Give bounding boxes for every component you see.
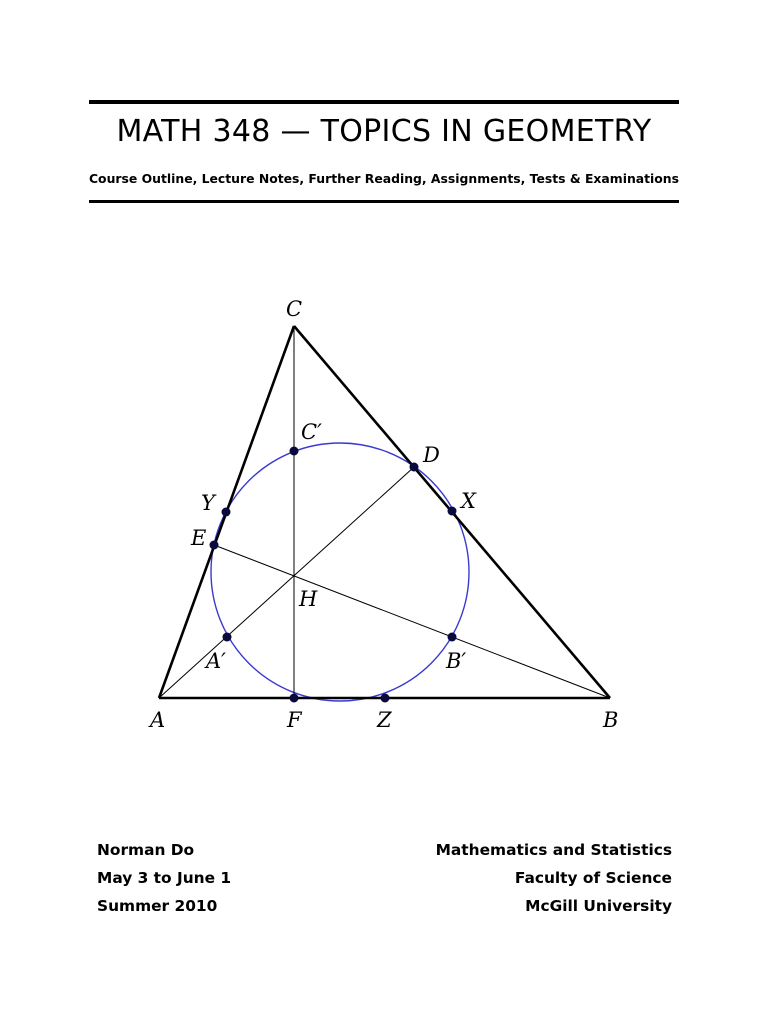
label-b: B: [603, 708, 619, 732]
university-name: McGill University: [525, 897, 672, 915]
point-c-prime: [290, 447, 299, 456]
course-term: Summer 2010: [97, 897, 218, 915]
page-title: MATH 348 — TOPICS IN GEOMETRY: [116, 114, 652, 149]
point-e: [210, 541, 219, 550]
point-z: [381, 694, 390, 703]
author-block: [97, 836, 231, 920]
label-z: Z: [377, 708, 392, 732]
course-dates: May 3 to June 1: [97, 869, 232, 887]
nine-point-circle: [211, 443, 469, 701]
point-y: [222, 508, 231, 517]
point-b-prime: [448, 633, 457, 642]
label-c: C: [286, 297, 303, 321]
page-subtitle: Course Outline, Lecture Notes, Further Reading, Assignments, Tests & Examinations: [88, 171, 680, 186]
label-d: D: [423, 443, 440, 467]
point-a-prime: [223, 633, 232, 642]
label-h: H: [299, 587, 318, 611]
altitude-be: [214, 545, 610, 698]
altitude-ad: [159, 467, 414, 698]
department-name: Mathematics and Statistics: [435, 841, 672, 859]
point-x: [448, 507, 457, 516]
label-b-prime: B′: [446, 649, 467, 673]
label-y: Y: [201, 491, 215, 515]
institution-block: [436, 836, 672, 920]
point-f: [290, 694, 299, 703]
label-c-prime: C′: [301, 420, 322, 444]
label-a: A: [150, 708, 166, 732]
faculty-name: Faculty of Science: [514, 869, 672, 887]
point-d: [410, 463, 419, 472]
label-a-prime: A′: [206, 649, 226, 673]
author-name: Norman Do: [97, 841, 195, 859]
label-f: F: [287, 708, 302, 732]
label-e: E: [191, 526, 207, 550]
label-x: X: [461, 489, 476, 513]
